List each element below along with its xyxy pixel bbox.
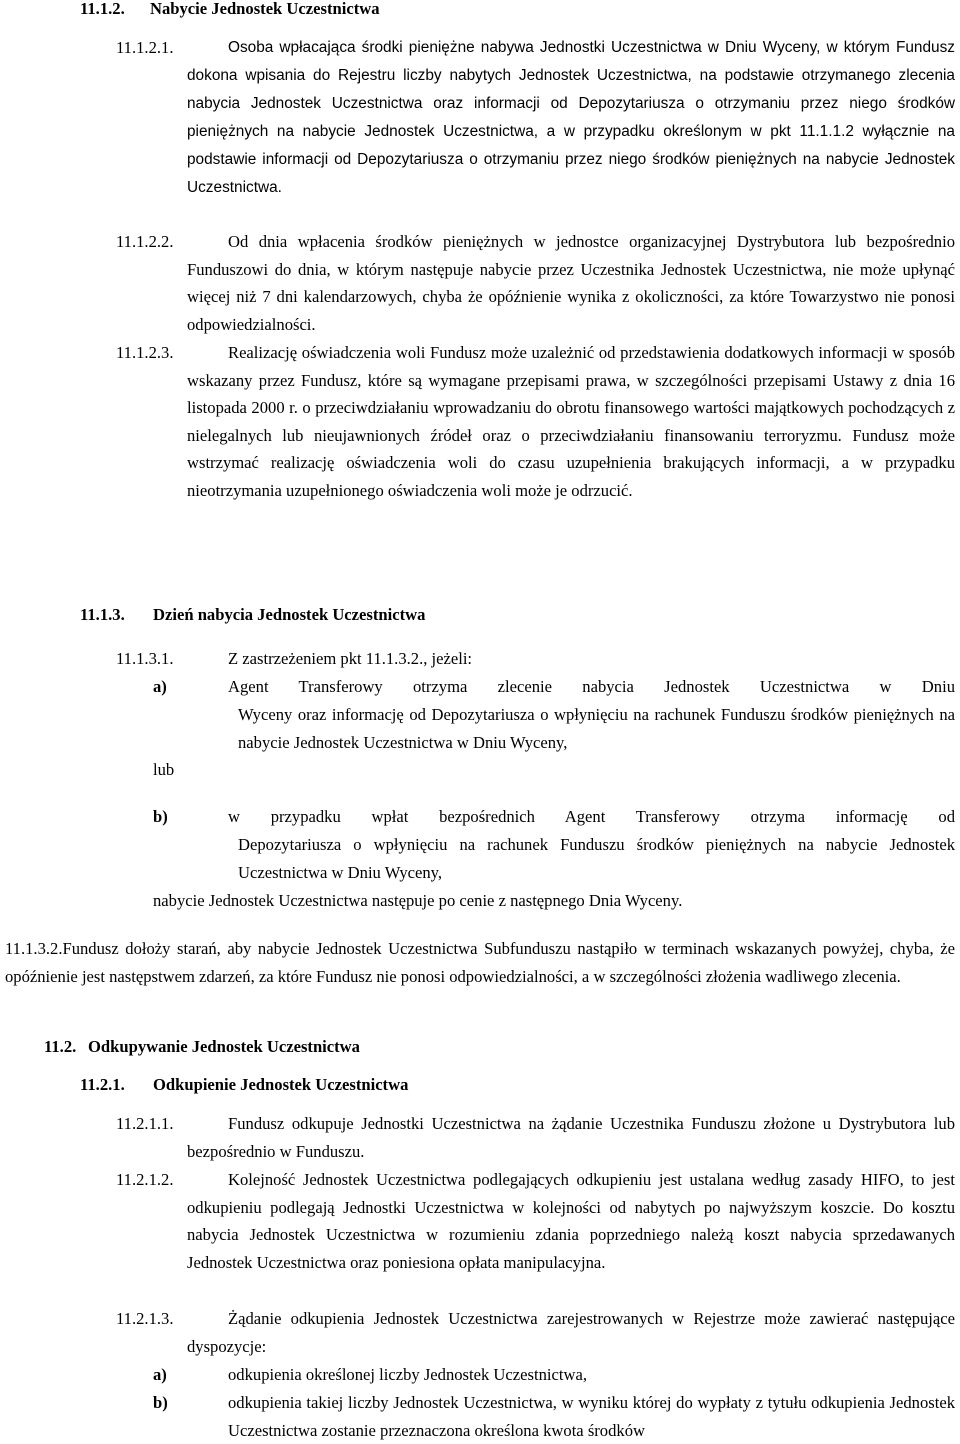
list-item-text: odkupienia określonej liczby Jednostek Uczestnictwa, xyxy=(228,1365,587,1384)
paragraph-text: Żądanie odkupienia Jednostek Uczestnictwa zarejestrowanych w Rejestrze może zawierać następujące dyspozycje: xyxy=(187,1309,955,1356)
list-item-text: odkupienia takiej liczby Jednostek Uczestnictwa, w wyniku której do wypłaty z tytułu odkupienia Jednostek Uczestnictwa zostanie przeznaczona określona kwota środków xyxy=(228,1393,955,1440)
paragraph-number: 11.1.2.3. xyxy=(116,343,174,362)
paragraph-number: 11.1.2.2. xyxy=(116,232,174,251)
paragraph-number: 11.2.1.3. xyxy=(116,1309,174,1328)
list-marker: b) xyxy=(153,807,168,826)
list-item-first-line: Agent Transferowy otrzyma zlecenie nabycia Jednostek Uczestnictwa w Dniu xyxy=(228,677,955,696)
paragraph-text: Fundusz odkupuje Jednostki Uczestnictwa na żądanie Uczestnika Funduszu złożone u Dystrybutora lub bezpośrednio w Funduszu. xyxy=(187,1114,955,1161)
paragraph-text: Realizację oświadczenia woli Fundusz może uzależnić od przedstawienia dodatkowych informacji w sposób wskazany przez Fundusz, które są wymagane przepisami prawa, w szczególności przepisami Ustawy z dnia 16 listopada 2000 r. o przeciwdziałaniu wprowadzaniu do obrotu finansowego wartości majątkowych pochodzących z nielegalnych lub nieujawnionych źródeł oraz o przeciwdziałaniu finansowaniu terroryzmu. Fundusz może wstrzymać realizację oświadczenia woli do czasu uzupełnienia brakujących informacji, a w przypadku nieotrzymania uzupełnionego oświadczenia woli może je odrzucić. xyxy=(187,343,955,500)
list-marker: a) xyxy=(153,1365,167,1384)
section-number: 11.2.1. xyxy=(80,1075,125,1094)
section-number: 11.1.3. xyxy=(80,605,125,624)
list-item-continuation: Wyceny oraz informację od Depozytariusza o wpłynięciu na rachunek Funduszu środków pieniężnych na nabycie Jednostek Uczestnictwa w Dniu Wyceny, xyxy=(238,705,955,752)
section-title: Dzień nabycia Jednostek Uczestnictwa xyxy=(153,605,426,624)
paragraph-text: Z zastrzeżeniem pkt 11.1.3.2., jeżeli: xyxy=(228,649,473,668)
section-number: 11.1.2. xyxy=(80,0,125,18)
list-marker: a) xyxy=(153,677,167,696)
paragraph-text: Osoba wpłacająca środki pieniężne nabywa Jednostki Uczestnictwa w Dniu Wyceny, w którym Fundusz dokona wpisania do Rejestru liczby nabytych Jednostek Uczestnictwa, na podstawie otrzymanego zlecenia nabycia Jednostek Uczestnictwa oraz informacji od Depozytariusza o otrzymaniu przez niego środków pieniężnych na nabycie Jednostek Uczestnictwa, a w przypadku określonym w pkt 11.1.1.2 wyłącznie na podstawie informacji od Depozytariusza o otrzymaniu przez niego środków pieniężnych na nabycie Jednostek Uczestnictwa. xyxy=(187,39,955,196)
section-title: Nabycie Jednostek Uczestnictwa xyxy=(150,0,380,18)
paragraph-number: 11.1.3.2. xyxy=(5,939,63,958)
section-number: 11.2. xyxy=(44,1037,77,1056)
paragraph-text: Kolejność Jednostek Uczestnictwa podlegających odkupieniu jest ustalana według zasady HIFO, to jest odkupieniu podlegają Jednostki Uczestnictwa w kolejności od nabytych po najwyższym koszcie. Do kosztu nabycia Jednostek Uczestnictwa w rozumieniu zdania poprzedniego należą koszt nabycia sprzedawanych Jednostek Uczestnictwa oraz poniesiona opłata manipulacyjna. xyxy=(187,1170,955,1272)
paragraph-number: 11.2.1.2. xyxy=(116,1170,174,1189)
list-item-continuation: Depozytariusza o wpłynięciu na rachunek Funduszu środków pieniężnych na nabycie Jednostek Uczestnictwa w Dniu Wyceny, xyxy=(238,835,955,882)
connector-word: lub xyxy=(153,760,175,779)
paragraph-number: 11.1.3.1. xyxy=(116,649,174,668)
paragraph-body: Fundusz dołoży starań, aby nabycie Jednostek Uczestnictwa Subfunduszu nastąpiło w terminach wskazanych powyżej, chyba, że opóźnienie jest następstwem zdarzeń, za które Fundusz nie ponosi odpowiedzialności, a w szczególności złożenia wadliwego zlecenia. xyxy=(5,939,955,986)
list-item-first-line: w przypadku wpłat bezpośrednich Agent Transferowy otrzyma informację od xyxy=(228,807,955,826)
paragraph-number: 11.1.2.1. xyxy=(116,38,174,57)
conclusion-text: nabycie Jednostek Uczestnictwa następuje po cenie z następnego Dnia Wyceny. xyxy=(153,891,683,910)
section-title: Odkupywanie Jednostek Uczestnictwa xyxy=(88,1037,360,1056)
paragraph-text: Od dnia wpłacenia środków pieniężnych w jednostce organizacyjnej Dystrybutora lub bezpośrednio Funduszowi do dnia, w którym następuje nabycie przez Uczestnika Jednostek Uczestnictwa, nie może upłynąć więcej niż 7 dni kalendarzowych, chyba że opóźnienie wynika z okoliczności, za które Towarzystwo nie ponosi odpowiedzialności. xyxy=(187,232,955,334)
paragraph-number: 11.2.1.1. xyxy=(116,1114,174,1133)
list-marker: b) xyxy=(153,1393,168,1412)
section-title: Odkupienie Jednostek Uczestnictwa xyxy=(153,1075,409,1094)
paragraph-text xyxy=(5,935,955,990)
